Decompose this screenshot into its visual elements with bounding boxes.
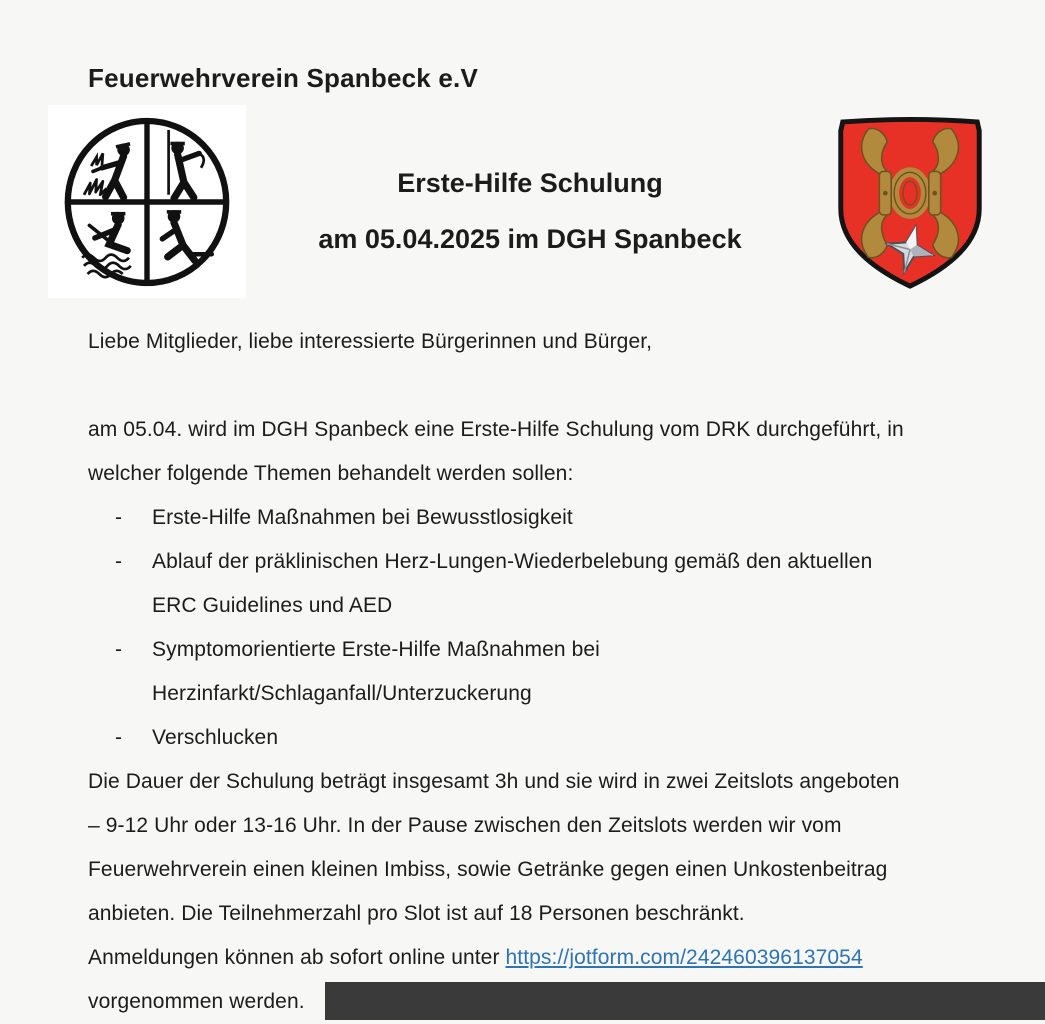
fire-brigade-emblem-svg <box>56 112 238 292</box>
bullet-dash: - <box>115 726 123 749</box>
paragraph-line: welcher folgende Themen behandelt werden sollen: <box>88 462 574 485</box>
bullet-text: Herzinfarkt/Schlaganfall/Unterzuckerung <box>152 682 532 705</box>
bullet-continuation <box>88 584 980 628</box>
bullet-text: Erste-Hilfe Maßnahmen bei Bewusstlosigkeit <box>152 506 573 529</box>
paragraph-line: – 9-12 Uhr oder 13-16 Uhr. In der Pause zwischen den Zeitslots werden wir vom <box>88 814 842 837</box>
spanbeck-coat-of-arms-icon <box>828 115 992 293</box>
signup-line <box>88 936 980 980</box>
fire-brigade-emblem-icon <box>48 105 246 298</box>
bullet-text: Verschlucken <box>152 726 279 749</box>
paragraph-line: Feuerwehrverein einen kleinen Imbiss, sowie Getränke gegen einen Unkostenbeitrag <box>88 858 888 881</box>
paragraph-line: anbieten. Die Teilnehmerzahl pro Slot ist auf 18 Personen beschränkt. <box>88 902 745 925</box>
org-name: Feuerwehrverein Spanbeck e.V <box>88 63 478 93</box>
body-text <box>88 320 980 1024</box>
bullet-item <box>88 628 980 672</box>
bullet-item <box>88 496 980 540</box>
signup-link[interactable]: https://jotform.com/242460396137054 <box>505 946 863 969</box>
bullet-dash: - <box>115 506 123 529</box>
bullet-dash: - <box>115 550 123 573</box>
title-line-1: Erste-Hilfe Schulung <box>397 168 663 198</box>
blank-line <box>88 364 980 408</box>
title-line-2: am 05.04.2025 im DGH Spanbeck <box>318 224 742 254</box>
bullet-dash: - <box>115 638 123 661</box>
bullet-text: Symptomorientierte Erste-Hilfe Maßnahmen bei <box>152 638 600 661</box>
redaction-bar <box>325 982 1045 1020</box>
bullet-text: Ablauf der präklinischen Herz-Lungen-Wiederbelebung gemäß den aktuellen <box>152 550 873 573</box>
bullet-continuation <box>88 672 980 716</box>
bullet-item <box>88 540 980 584</box>
signup-suffix-line: vorgenommen werden. <box>88 990 305 1013</box>
signup-prefix: Anmeldungen können ab sofort online unter <box>88 946 506 969</box>
paragraph-line: Die Dauer der Schulung beträgt insgesamt 3h und sie wird in zwei Zeitslots angeboten <box>88 770 900 793</box>
coat-of-arms-svg <box>828 115 992 293</box>
bullet-text: ERC Guidelines und AED <box>152 594 393 617</box>
bullet-item <box>88 716 980 760</box>
document-title <box>230 170 830 253</box>
greeting-line: Liebe Mitglieder, liebe interessierte Bürgerinnen und Bürger, <box>88 330 653 353</box>
paragraph-line: am 05.04. wird im DGH Spanbeck eine Erste-Hilfe Schulung vom DRK durchgeführt, in <box>88 418 904 441</box>
